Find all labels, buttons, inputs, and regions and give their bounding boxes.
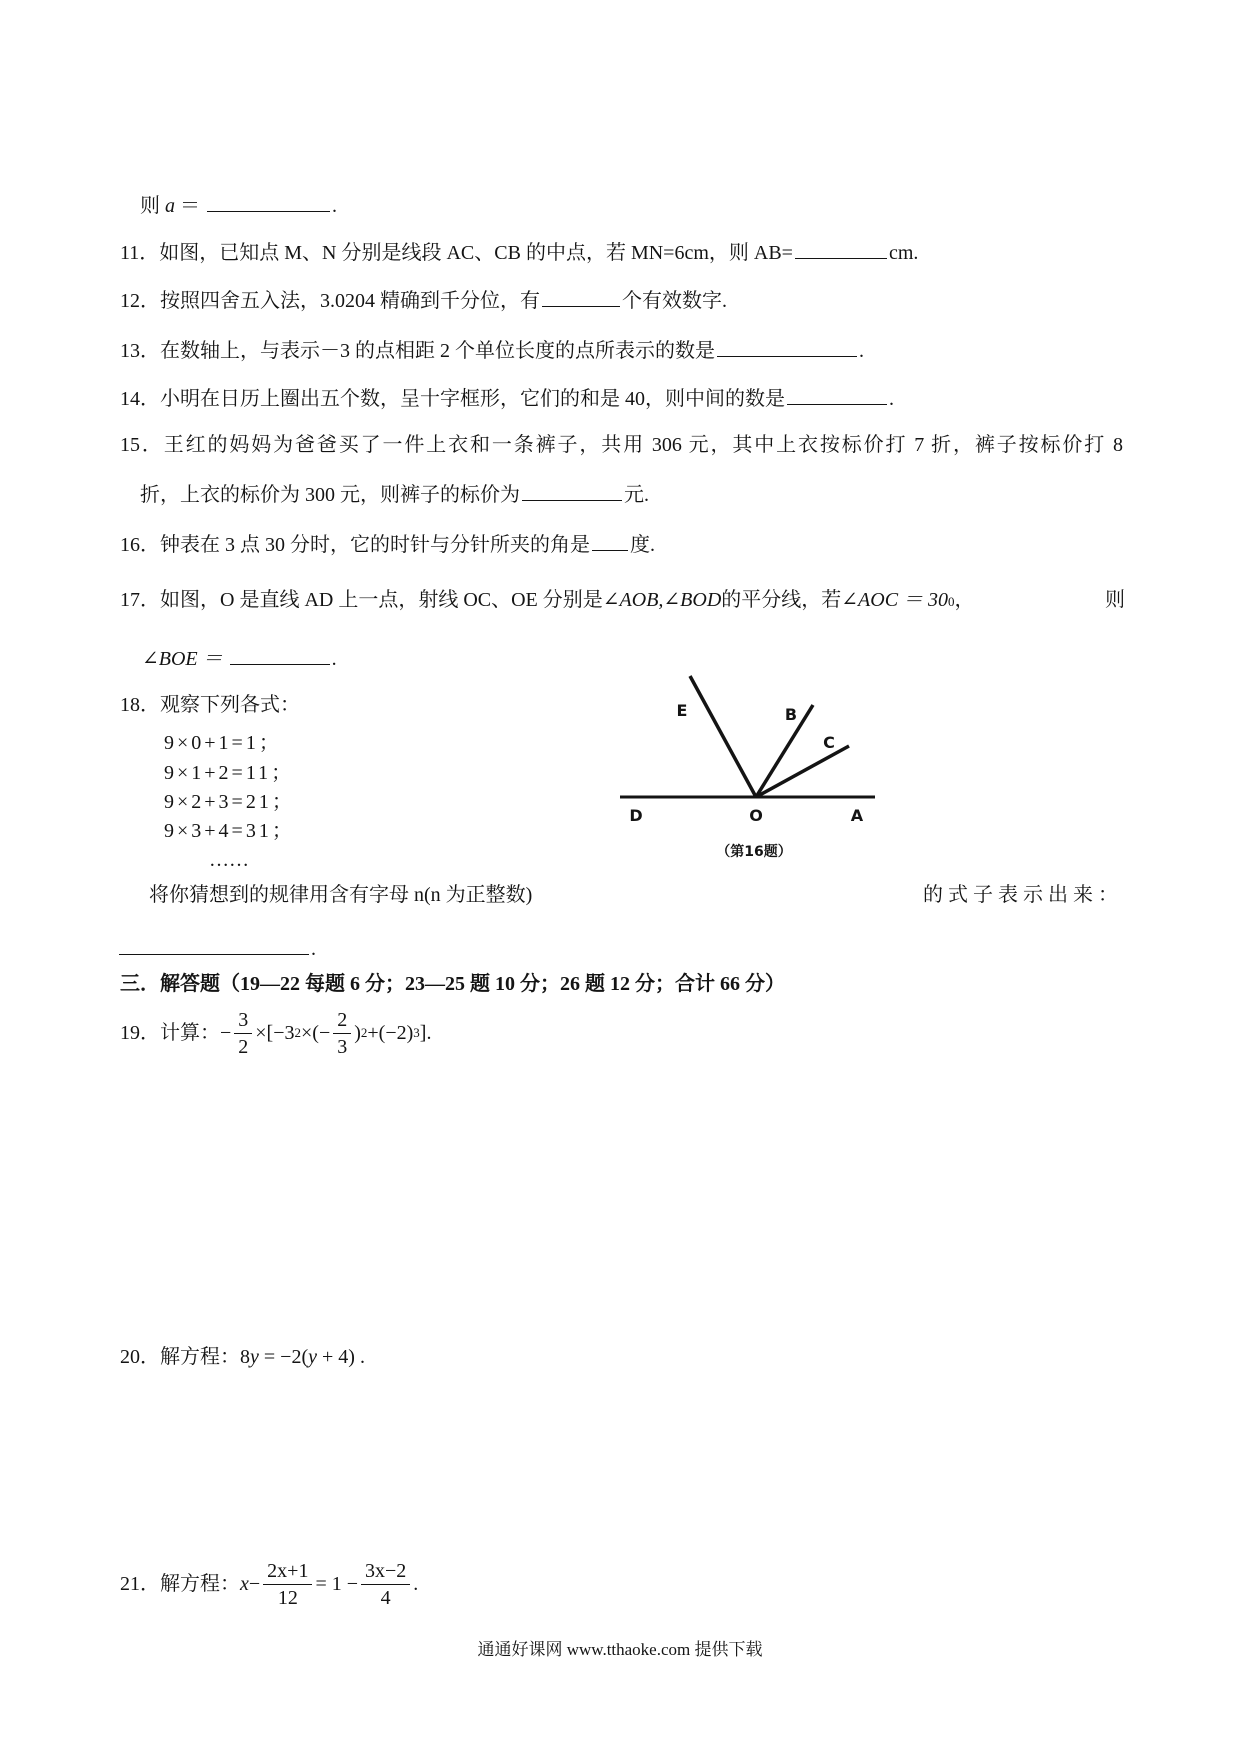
answer-blank [795, 238, 887, 259]
math-minus: − [220, 1022, 232, 1044]
question-text: 则 [1105, 589, 1125, 611]
answer-blank [119, 934, 309, 955]
question-text: 如图，O 是直线 AD 上一点，射线 OC、OE 分别是 [160, 589, 603, 611]
numerator: 2x+1 [263, 1558, 312, 1585]
ray-oe [690, 676, 756, 797]
math-term: = −2( [258, 1346, 309, 1368]
exponent: 2 [294, 1025, 301, 1040]
angle-names: ∠AOB,∠BOD [602, 589, 722, 611]
question-18-prompt: 将你猜想到的规律用含有字母 n(n 为正整数) [149, 884, 533, 906]
section-title: 三．解答题（19—22 每题 6 分；23—25 题 10 分；26 题 12 分；合计 66 分） [120, 973, 785, 995]
math-term: +(−2) [367, 1022, 414, 1044]
question-text: 折，上衣的标价为 300 元，则裤子的标价为 [140, 484, 520, 506]
fraction [263, 1558, 312, 1611]
answer-blank [542, 286, 620, 307]
angle-figure [620, 670, 880, 865]
degree-superscript: 0 [948, 594, 955, 609]
question-end: . [354, 1346, 365, 1368]
given-angle: ∠AOC ＝ 30 [841, 589, 949, 611]
question-19 [120, 1003, 431, 1063]
exponent: 2 [360, 1025, 368, 1040]
question-label: 解方程： [160, 1346, 240, 1368]
formula-line: 9×2+3=21； [164, 791, 295, 813]
page-footer: 通通好课网 www.tthaoke.com 提供下载 [477, 1640, 763, 1659]
math-term: ] [419, 1022, 427, 1044]
question-number: 13． [120, 340, 160, 362]
question-number: 17． [120, 589, 160, 611]
math-term: ) [354, 1022, 361, 1044]
math-term: 8 [240, 1346, 250, 1368]
math-term: ×(− [301, 1022, 331, 1044]
answer-blank [522, 480, 622, 501]
question-number: 11． [120, 242, 160, 264]
question-17-line-1 [120, 587, 1125, 615]
question-end: . [311, 938, 316, 960]
fraction [333, 1007, 351, 1060]
answer-blank [787, 384, 887, 405]
question-number: 21． [120, 1573, 160, 1595]
question-15-line-1 [120, 432, 1123, 458]
q10-end: . [332, 195, 337, 217]
question-text: 王红的妈妈为爸爸买了一件上衣和一条裤子，共用 306 元，其中上衣按标价打 7 折，裤子按标价打 8 [163, 434, 1124, 456]
q10-answer-line [140, 191, 337, 219]
label-a: A [850, 806, 864, 825]
math-minus: − [248, 1573, 261, 1595]
math-variable: x [240, 1573, 249, 1595]
question-number: 18． [120, 694, 160, 716]
label-c: C [823, 733, 835, 752]
q10-variable: a [165, 195, 175, 217]
question-number: 19． [120, 1022, 160, 1044]
question-12 [120, 286, 727, 314]
asked-angle: ∠BOE ＝ [142, 648, 223, 670]
question-text: 的平分线，若 [721, 589, 842, 611]
question-20 [120, 1344, 365, 1370]
question-number: 15． [120, 434, 164, 456]
question-end: 度. [630, 534, 655, 556]
question-14 [120, 384, 894, 412]
numerator: 3x−2 [361, 1558, 410, 1585]
question-13 [120, 336, 864, 364]
label-e: E [676, 701, 688, 720]
fraction [234, 1007, 252, 1060]
denominator: 4 [380, 1586, 391, 1609]
answer-blank [592, 530, 628, 551]
question-end: . [859, 340, 864, 362]
question-label: 解方程： [160, 1573, 240, 1595]
label-b: B [784, 705, 798, 724]
question-18-prompt-end: 的式子表示出来： [923, 884, 1123, 906]
exponent: 3 [413, 1025, 420, 1040]
formula-line: 9×1+2=11； [164, 762, 295, 784]
question-text: 在数轴上，与表示－3 的点相距 2 个单位长度的点所表示的数是 [160, 340, 715, 362]
math-variable: y [308, 1346, 317, 1368]
figure-caption: （第16题） [716, 844, 792, 860]
numerator: 2 [333, 1007, 351, 1034]
ellipsis: …… [209, 849, 249, 871]
question-end: . [426, 1022, 432, 1044]
question-number: 16． [120, 534, 160, 556]
numerator: 3 [234, 1007, 252, 1034]
fraction [361, 1558, 410, 1611]
question-18-intro [120, 692, 300, 718]
question-text: 钟表在 3 点 30 分时，它的时针与分针所夹的角是 [160, 534, 590, 556]
question-text: 观察下列各式： [160, 694, 300, 716]
denominator: 3 [337, 1035, 348, 1058]
question-text: 按照四舍五入法，3.0204 精确到千分位，有 [160, 290, 540, 312]
denominator: 2 [238, 1035, 249, 1058]
question-text: 小明在日历上圈出五个数，呈十字框形，它们的和是 40，则中间的数是 [160, 388, 785, 410]
question-21 [120, 1554, 418, 1614]
question-16 [120, 530, 655, 558]
question-11 [120, 238, 918, 266]
answer-blank [207, 191, 330, 212]
denominator: 12 [277, 1586, 298, 1609]
math-term: + 4) [317, 1346, 355, 1368]
question-text: ， [954, 589, 975, 611]
question-number: 12． [120, 290, 160, 312]
answer-blank [717, 336, 857, 357]
formula-line: 9×3+4=31； [164, 820, 295, 842]
question-end: . [413, 1573, 419, 1595]
question-end: cm. [888, 242, 919, 264]
question-end: . [331, 648, 337, 670]
math-term: = 1 − [315, 1573, 359, 1595]
label-d: D [629, 806, 643, 825]
math-variable: y [250, 1346, 259, 1368]
question-number: 14． [120, 388, 160, 410]
label-o: O [749, 806, 763, 825]
question-end: 个有效数字. [622, 290, 727, 312]
question-label: 计算： [160, 1022, 220, 1044]
question-end: 元. [624, 484, 649, 506]
formula-line: 9×0+1=1； [164, 732, 282, 754]
question-18-answer-line [117, 934, 316, 962]
question-17-line-2 [142, 644, 337, 672]
q10-label: 则 [140, 195, 160, 217]
question-end: . [889, 388, 894, 410]
question-15-line-2 [140, 480, 649, 508]
math-term: ×[−3 [255, 1022, 295, 1044]
q10-equals: ＝ [180, 195, 200, 217]
answer-blank [230, 644, 330, 665]
question-number: 20． [120, 1346, 160, 1368]
question-text: 如图，已知点 M、N 分别是线段 AC、CB 的中点，若 MN=6cm，则 AB= [159, 242, 793, 264]
